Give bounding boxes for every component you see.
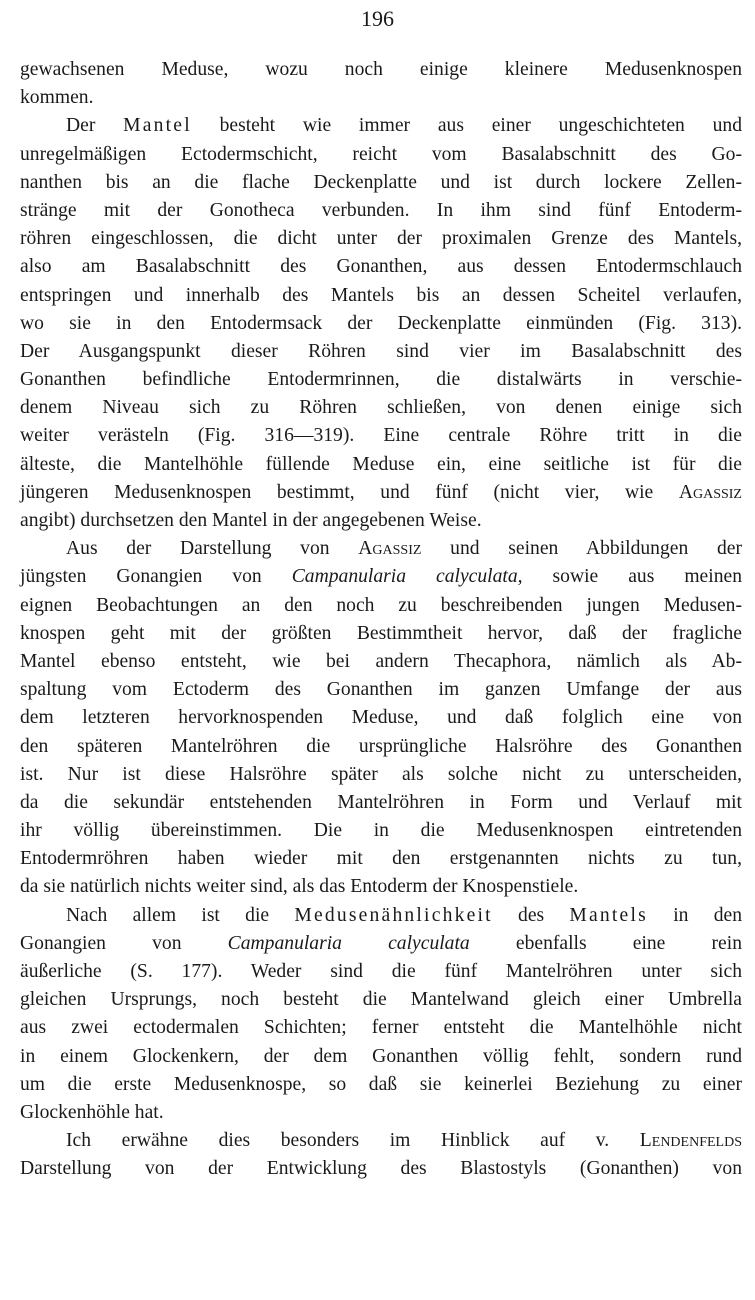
text-line — [20, 225, 742, 253]
text-segment: Mantel — [123, 115, 192, 137]
text-segment: Campanularia calyculata, — [291, 566, 523, 588]
text-line — [20, 592, 742, 620]
text-segment: äußerliche (S. 177). Weder sind die fünf Mantelröhren unter sich — [20, 961, 742, 982]
text-segment: dem letzteren hervorknospenden Meduse, und daß folglich eine von — [20, 707, 742, 729]
text-segment: in den — [647, 904, 742, 926]
text-segment: also am Basalabschnitt des Gonanthen, aus dessen Entodermschlauch — [20, 256, 742, 278]
text-line — [20, 1127, 742, 1155]
text-segment: Gonangien von — [20, 932, 228, 954]
text-segment: wo sie in den Entodermsack der Deckenplatte einmünden (Fig. 313). — [20, 312, 742, 334]
text-line — [20, 958, 742, 986]
text-segment: knospen geht mit der größten Bestimmtheit hervor, daß der fragliche — [20, 622, 742, 644]
text-line — [20, 1155, 742, 1183]
text-line — [20, 1043, 742, 1071]
text-segment: gleichen Ursprungs, noch besteht die Mantelwand gleich einer Umbrella — [20, 989, 742, 1011]
text-line — [20, 1071, 742, 1099]
text-segment: nanthen bis an die flache Deckenplatte und ist durch lockere Zellen- — [20, 171, 742, 193]
text-line — [20, 789, 742, 817]
text-line — [20, 817, 742, 845]
text-line — [20, 56, 742, 84]
text-segment: älteste, die Mantelhöhle füllende Meduse ein, eine seitliche ist für die — [20, 453, 742, 475]
text-segment: entspringen und innerhalb des Mantels bis an dessen Scheitel verlaufen, — [20, 284, 742, 306]
text-segment: Darstellung von der Entwicklung des Blastostyls (Gonanthen) von — [20, 1158, 742, 1180]
text-segment: röhren eingeschlossen, die dicht unter der proximalen Grenze des Mantels, — [20, 228, 742, 250]
text-line — [20, 704, 742, 732]
text-segment: ihr völlig übereinstimmen. Die in die Medusenknospen eintretenden — [20, 820, 742, 842]
text-segment: Mantel ebenso entsteht, wie bei andern Thecaphora, nämlich als Ab- — [20, 650, 742, 672]
text-line — [20, 451, 742, 479]
text-segment: Lendenfelds — [639, 1130, 742, 1152]
text-line — [20, 535, 742, 563]
text-segment: Campanularia calyculata — [227, 932, 470, 954]
text-segment: ist. Nur ist diese Halsröhre später als solche nicht zu unterscheiden, — [20, 763, 742, 785]
text-line — [20, 1014, 742, 1042]
text-segment: unregelmäßigen Ectodermschicht, reicht vom Basalabschnitt des Go- — [20, 143, 742, 165]
text-line — [20, 986, 742, 1014]
text-segment: ebenfalls eine rein — [469, 932, 742, 954]
text-segment: in einem Glockenkern, der dem Gonanthen völlig fehlt, sondern rund — [20, 1045, 742, 1067]
text-segment: da die sekundär entstehenden Mantelröhren in Form und Verlauf mit — [20, 791, 742, 813]
text-segment: sowie aus meinen — [522, 566, 742, 588]
text-line — [20, 366, 742, 394]
text-line — [20, 422, 742, 450]
text-line — [20, 84, 742, 112]
text-line — [20, 310, 742, 338]
text-segment: stränge mit der Gonotheca verbunden. In ihm sind fünf Entoderm- — [20, 199, 742, 221]
text-segment: weiter verästeln (Fig. 316—319). Eine centrale Röhre tritt in die — [20, 425, 742, 447]
text-segment: eignen Beobachtungen an den noch zu beschreibenden jungen Medusen- — [20, 594, 742, 616]
text-segment: jüngsten Gonangien von — [20, 566, 292, 588]
text-line — [20, 112, 742, 140]
text-segment: des — [492, 904, 570, 926]
page-number: 196 — [361, 6, 394, 31]
text-line — [20, 282, 742, 310]
body-text — [20, 56, 742, 1184]
text-line — [20, 338, 742, 366]
text-segment: Gonanthen befindliche Entodermrinnen, die distalwärts in verschie- — [20, 369, 742, 391]
text-line — [20, 169, 742, 197]
text-segment: Ich erwähne dies besonders im Hinblick auf v. — [66, 1130, 640, 1152]
text-segment: Glockenhöhle hat. — [20, 1101, 164, 1123]
text-line — [20, 507, 742, 535]
text-line — [20, 620, 742, 648]
text-segment: um die erste Medusenknospe, so daß sie keinerlei Beziehung zu einer — [20, 1073, 742, 1095]
text-segment: Mantels — [569, 904, 648, 926]
text-line — [20, 902, 742, 930]
text-line — [20, 197, 742, 225]
text-segment: und seinen Abbildungen der — [421, 538, 742, 560]
text-line — [20, 873, 742, 901]
text-segment: angibt) durchsetzen den Mantel in der angegebenen Weise. — [20, 510, 482, 531]
text-line — [20, 676, 742, 704]
text-segment: Der — [66, 115, 124, 137]
text-line — [20, 141, 742, 169]
text-segment: denem Niveau sich zu Röhren schließen, von denen einige sich — [20, 397, 742, 419]
text-segment: Der Ausgangspunkt dieser Röhren sind vier im Basalabschnitt des — [20, 340, 742, 362]
text-segment: Nach allem ist die — [66, 904, 295, 926]
text-line — [20, 930, 742, 958]
text-segment: Aus der Darstellung von — [66, 538, 359, 560]
text-line — [20, 253, 742, 281]
text-segment: jüngeren Medusenknospen bestimmt, und fünf (nicht vier, wie — [20, 481, 679, 503]
text-segment: Agassiz — [678, 481, 742, 503]
text-segment: kommen. — [20, 87, 94, 109]
text-line — [20, 648, 742, 676]
text-segment: Agassiz — [358, 538, 422, 560]
text-segment: aus zwei ectodermalen Schichten; ferner entsteht die Mantelhöhle nicht — [20, 1017, 742, 1039]
text-line — [20, 845, 742, 873]
text-segment: spaltung vom Ectoderm des Gonanthen im ganzen Umfange der aus — [20, 679, 742, 701]
text-line — [20, 761, 742, 789]
text-line — [20, 394, 742, 422]
text-line — [20, 479, 742, 507]
text-segment: gewachsenen Meduse, wozu noch einige kleinere Medusenknospen — [20, 59, 742, 80]
text-segment: da sie natürlich nichts weiter sind, als das Entoderm der Knospenstiele. — [20, 876, 579, 898]
text-line — [20, 733, 742, 761]
text-line — [20, 1099, 742, 1127]
text-line — [20, 563, 742, 591]
text-segment: besteht wie immer aus einer ungeschichteten und — [191, 115, 742, 137]
text-segment: Medusenähnlichkeit — [294, 904, 493, 926]
text-segment: Entodermröhren haben wieder mit den erstgenannten nichts zu tun, — [20, 848, 742, 870]
text-segment: den späteren Mantelröhren die ursprüngliche Halsröhre des Gonanthen — [20, 735, 742, 757]
